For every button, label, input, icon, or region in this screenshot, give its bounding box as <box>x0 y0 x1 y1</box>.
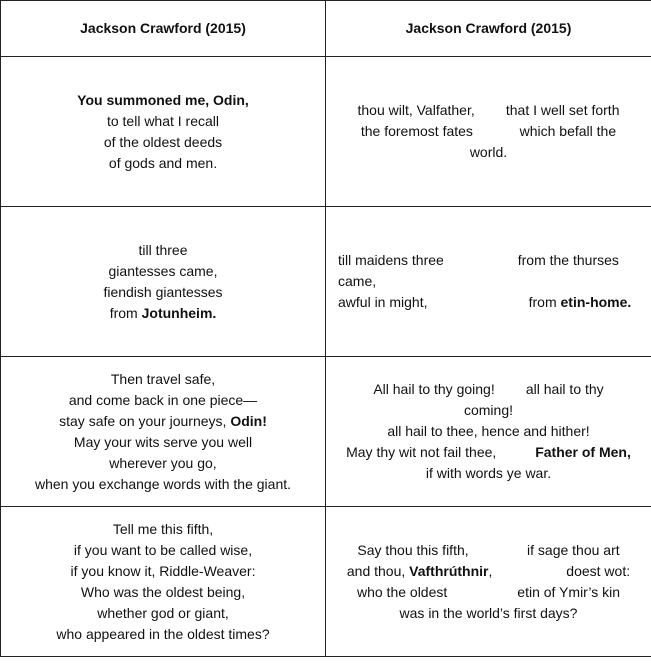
name: Father of Men, <box>535 444 631 460</box>
verse-line: if you want to be called wise, <box>73 541 253 558</box>
verse-line <box>332 561 645 582</box>
verse-segment: all hail to thy <box>525 381 604 397</box>
column-header: Jackson Crawford (2015) <box>1 1 326 57</box>
verse-line <box>332 540 645 561</box>
verse-line: who appeared in the oldest times? <box>56 625 270 642</box>
verse-segment: which befall the <box>519 123 617 139</box>
table-row <box>1 507 651 657</box>
verse-segment: May thy wit not fail thee, <box>346 444 497 460</box>
verse-segment: if sage thou art <box>527 541 620 558</box>
verse-line: giantesses came, <box>108 262 218 279</box>
verse-line: if with words ye war. <box>425 465 552 481</box>
header-row <box>1 1 651 57</box>
verse-line: May your wits serve you well <box>73 433 253 450</box>
verse-line <box>338 250 645 271</box>
place-name: etin-home. <box>560 294 632 310</box>
table-row <box>1 57 651 207</box>
verse-line: came, <box>338 273 377 289</box>
verse-segment: stay safe on your journeys, <box>59 412 231 429</box>
verse-line: coming! <box>463 402 514 418</box>
verse-segment: the foremost fates <box>360 123 473 139</box>
verse-line: to tell what I recall <box>106 112 220 129</box>
verse-line <box>7 303 319 324</box>
verse-segment: who the oldest <box>356 583 448 600</box>
verse-line <box>7 411 319 432</box>
left-cell <box>1 57 326 207</box>
verse-line: wherever you go, <box>109 454 217 471</box>
verse-segment: awful in might, <box>338 294 428 310</box>
verse-line: of gods and men. <box>108 154 218 171</box>
verse-segment: etin of Ymir’s kin <box>517 583 621 600</box>
verse-line: whether god or giant, <box>97 604 229 621</box>
verse-line <box>332 442 645 463</box>
verse-line: and come back in one piece— <box>68 391 258 408</box>
left-cell <box>1 507 326 657</box>
verse-line: if you know it, Riddle-Weaver: <box>70 562 256 579</box>
verse-segment: , <box>488 562 493 579</box>
verse-line: when you exchange words with the giant. <box>34 475 292 492</box>
place-name: Jotunheim. <box>141 304 217 321</box>
verse-line <box>332 582 645 603</box>
name: Odin! <box>230 412 267 429</box>
verse-line: of the oldest deeds <box>103 133 223 150</box>
verse-segment: thou wilt, Valfather, <box>357 102 475 118</box>
right-cell <box>326 57 651 207</box>
verse-line: Then travel safe, <box>110 370 216 387</box>
verse-segment: from the thurses <box>517 252 619 268</box>
verse-line: till three <box>138 241 188 258</box>
verse-line: Tell me this fifth, <box>112 520 214 537</box>
verse-segment: All hail to thy going! <box>373 381 495 397</box>
verse-segment: from <box>528 294 561 310</box>
verse-segment: that I well set forth <box>505 102 620 118</box>
right-cell <box>326 507 651 657</box>
verse-segment: till maidens three <box>338 252 444 268</box>
name: Vafthrúthnir <box>409 562 489 579</box>
table-row <box>1 357 651 507</box>
verse-line: You summoned me, Odin, <box>77 91 249 108</box>
verse-line <box>338 292 645 313</box>
verse-segment: from <box>109 304 142 321</box>
verse-line <box>332 100 645 121</box>
column-header: Jackson Crawford (2015) <box>326 1 651 57</box>
verse-segment: and thou, <box>346 562 410 579</box>
verse-line: Who was the oldest being, <box>80 583 246 600</box>
verse-line: all hail to thee, hence and hither! <box>387 423 590 439</box>
left-cell <box>1 357 326 507</box>
verse-line: world. <box>469 144 508 160</box>
right-cell <box>326 357 651 507</box>
table-row <box>1 207 651 357</box>
left-cell <box>1 207 326 357</box>
verse-segment: Say thou this fifth, <box>357 541 469 558</box>
verse-line: fiendish giantesses <box>103 283 223 300</box>
right-cell <box>326 207 651 357</box>
verse-line <box>332 379 645 400</box>
verse-segment: doest wot: <box>566 562 631 579</box>
verse-line <box>332 121 645 142</box>
verse-line: was in the world’s first days? <box>399 604 578 621</box>
